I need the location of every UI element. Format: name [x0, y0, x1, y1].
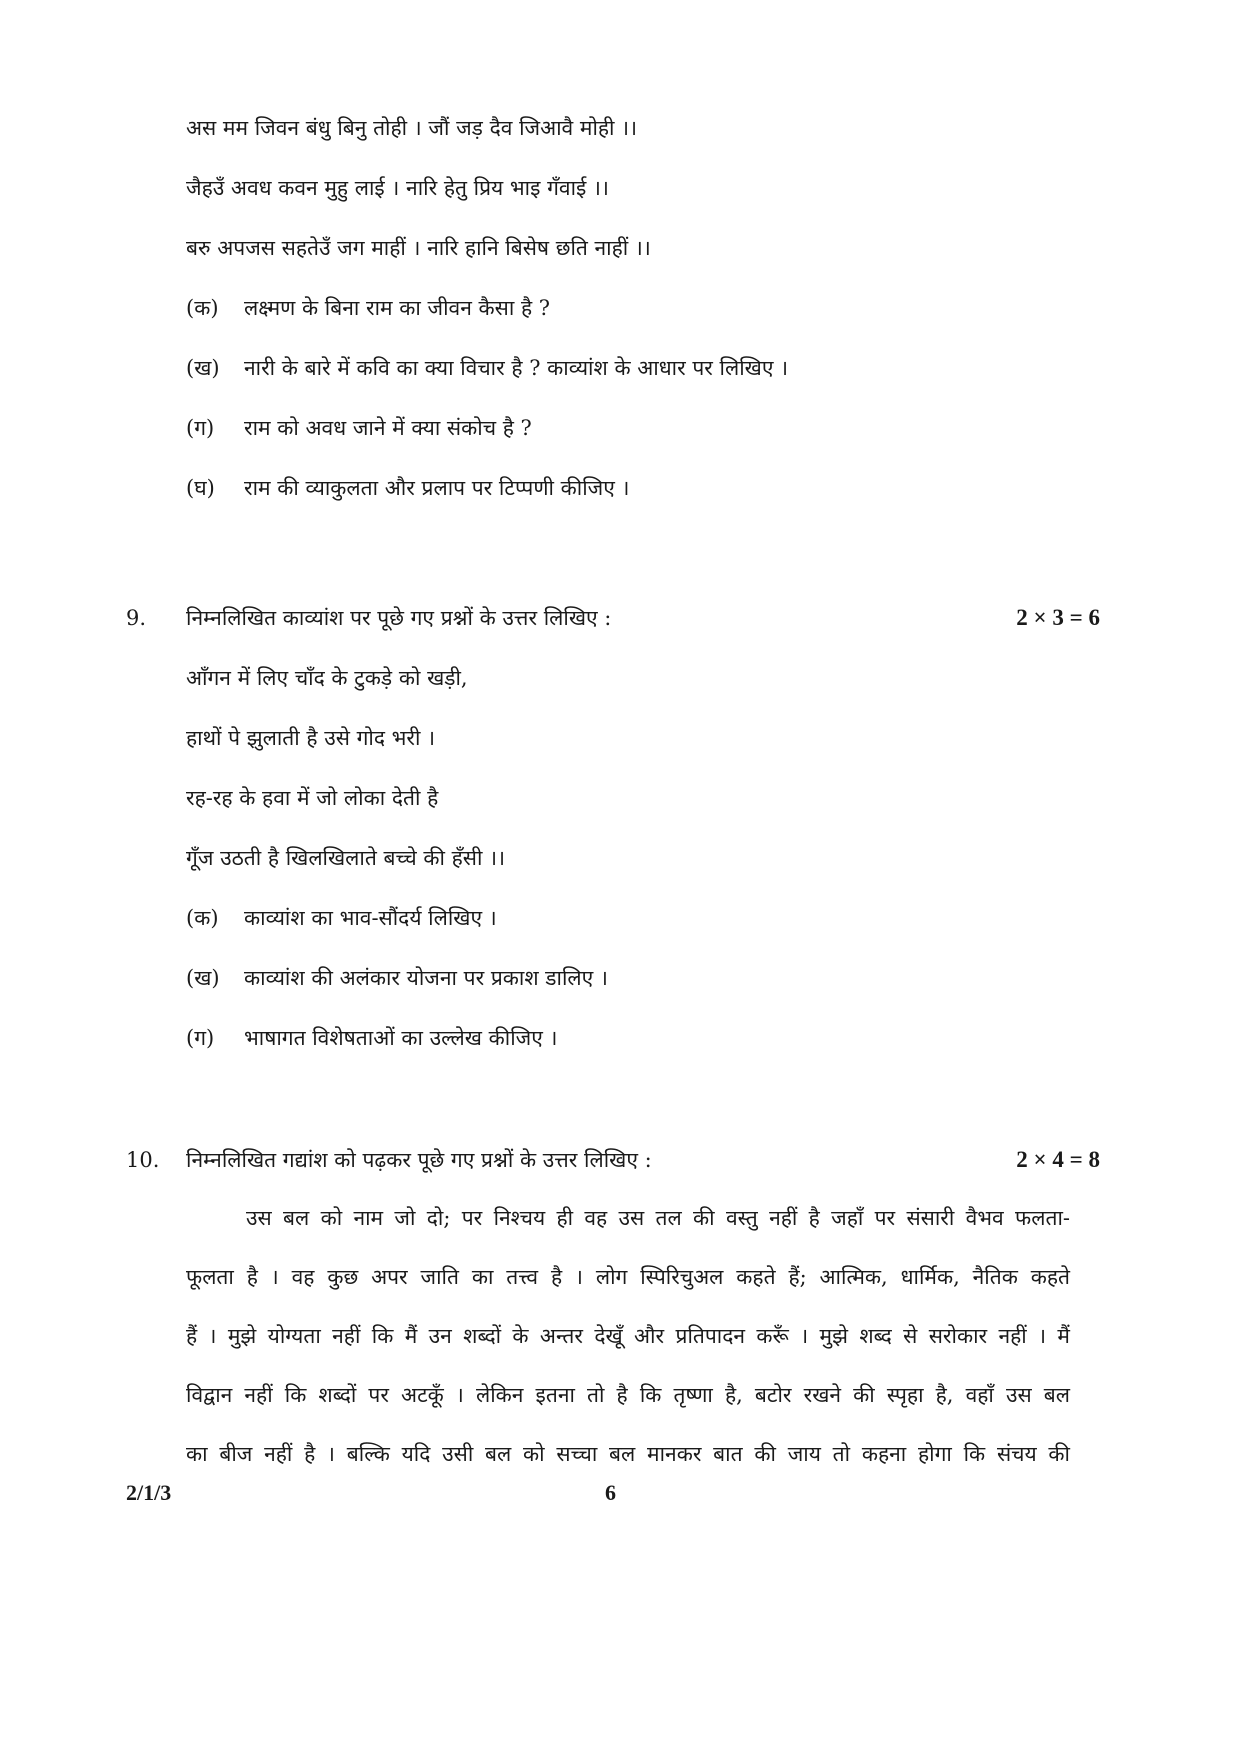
passage-line: फूलता है । वह कुछ अपर जाति का तत्त्व है । लोग स्पिरिचुअल कहते हैं; आत्मिक, धार्मिक, नैतिक कहते	[186, 1265, 1070, 1289]
poem-line: आँगन में लिए चाँद के टुकड़े को खड़ी,	[186, 666, 468, 690]
sub-question-label: (ग)	[186, 416, 215, 440]
poem-line: जैहउँ अवध कवन मुहु लाई । नारि हेतु प्रिय भाइ गँवाई ।।	[186, 176, 609, 200]
poem-line: बरु अपजस सहतेउँ जग माहीं । नारि हानि बिसेष छति नाहीं ।।	[186, 236, 651, 260]
sub-question-text: राम को अवध जाने में क्या संकोच है ?	[244, 416, 532, 440]
sub-question-text: राम की व्याकुलता और प्रलाप पर टिप्पणी कीजिए ।	[244, 476, 630, 500]
page-number: 6	[605, 1480, 616, 1505]
sub-question-text: नारी के बारे में कवि का क्या विचार है ? काव्यांश के आधार पर लिखिए ।	[244, 356, 789, 380]
question-marks: 2 × 4 = 8	[1016, 1147, 1100, 1172]
prose-passage	[186, 1204, 1070, 1499]
sub-question-text: काव्यांश की अलंकार योजना पर प्रकाश डालिए ।	[244, 966, 608, 990]
question-instruction: निम्नलिखित गद्यांश को पढ़कर पूछे गए प्रश्नों के उत्तर लिखिए :	[186, 1148, 652, 1172]
sub-question-label: (घ)	[186, 476, 215, 500]
sub-question-label: (ख)	[186, 356, 220, 380]
passage-line: का बीज नहीं है । बल्कि यदि उसी बल को सच्चा बल मानकर बात की जाय तो कहना होगा कि संचय की	[186, 1442, 1070, 1466]
sub-question-label: (क)	[186, 296, 219, 320]
sub-question	[186, 353, 788, 383]
poem-line: रह-रह के हवा में जो लोका देती है	[186, 786, 439, 810]
sub-question-text: काव्यांश का भाव-सौंदर्य लिखिए ।	[244, 906, 497, 930]
passage-line: उस बल को नाम जो दो; पर निश्चय ही वह उस तल की वस्तु नहीं है जहाँ पर संसारी वैभव फलता-	[246, 1206, 1070, 1230]
paper-code: 2/1/3	[126, 1480, 172, 1505]
poem-line: हाथों पे झुलाती है उसे गोद भरी ।	[186, 726, 436, 750]
question-marks: 2 × 3 = 6	[1016, 605, 1100, 630]
sub-question	[186, 413, 532, 443]
sub-question-label: (ख)	[186, 966, 220, 990]
poem-line: अस मम जिवन बंधु बिनु तोही । जौं जड़ दैव जिआवै मोही ।।	[186, 116, 638, 140]
poem-line: गूँज उठती है खिलखिलाते बच्चे की हँसी ।।	[186, 846, 506, 870]
sub-question	[186, 903, 497, 933]
passage-line: हैं । मुझे योग्यता नहीं कि मैं उन शब्दों के अन्तर देखूँ और प्रतिपादन करूँ । मुझे शब्द से सरोकार नहीं । मैं	[186, 1324, 1070, 1348]
sub-question-label: (ग)	[186, 1026, 215, 1050]
sub-question	[186, 293, 550, 323]
passage-line: विद्वान नहीं कि शब्दों पर अटकूँ । लेकिन इतना तो है कि तृष्णा है, बटोर रखने की स्पृहा है, वहाँ उस बल	[186, 1383, 1070, 1407]
sub-question	[186, 473, 629, 503]
question-number: 10.	[126, 1148, 160, 1172]
question-number: 9.	[126, 606, 147, 630]
sub-question-text: भाषागत विशेषताओं का उल्लेख कीजिए ।	[244, 1026, 558, 1050]
question-instruction: निम्नलिखित काव्यांश पर पूछे गए प्रश्नों के उत्तर लिखिए :	[186, 606, 612, 630]
sub-question-label: (क)	[186, 906, 219, 930]
sub-question	[186, 963, 608, 993]
sub-question-text: लक्ष्मण के बिना राम का जीवन कैसा है ?	[244, 296, 551, 320]
sub-question	[186, 1023, 557, 1053]
